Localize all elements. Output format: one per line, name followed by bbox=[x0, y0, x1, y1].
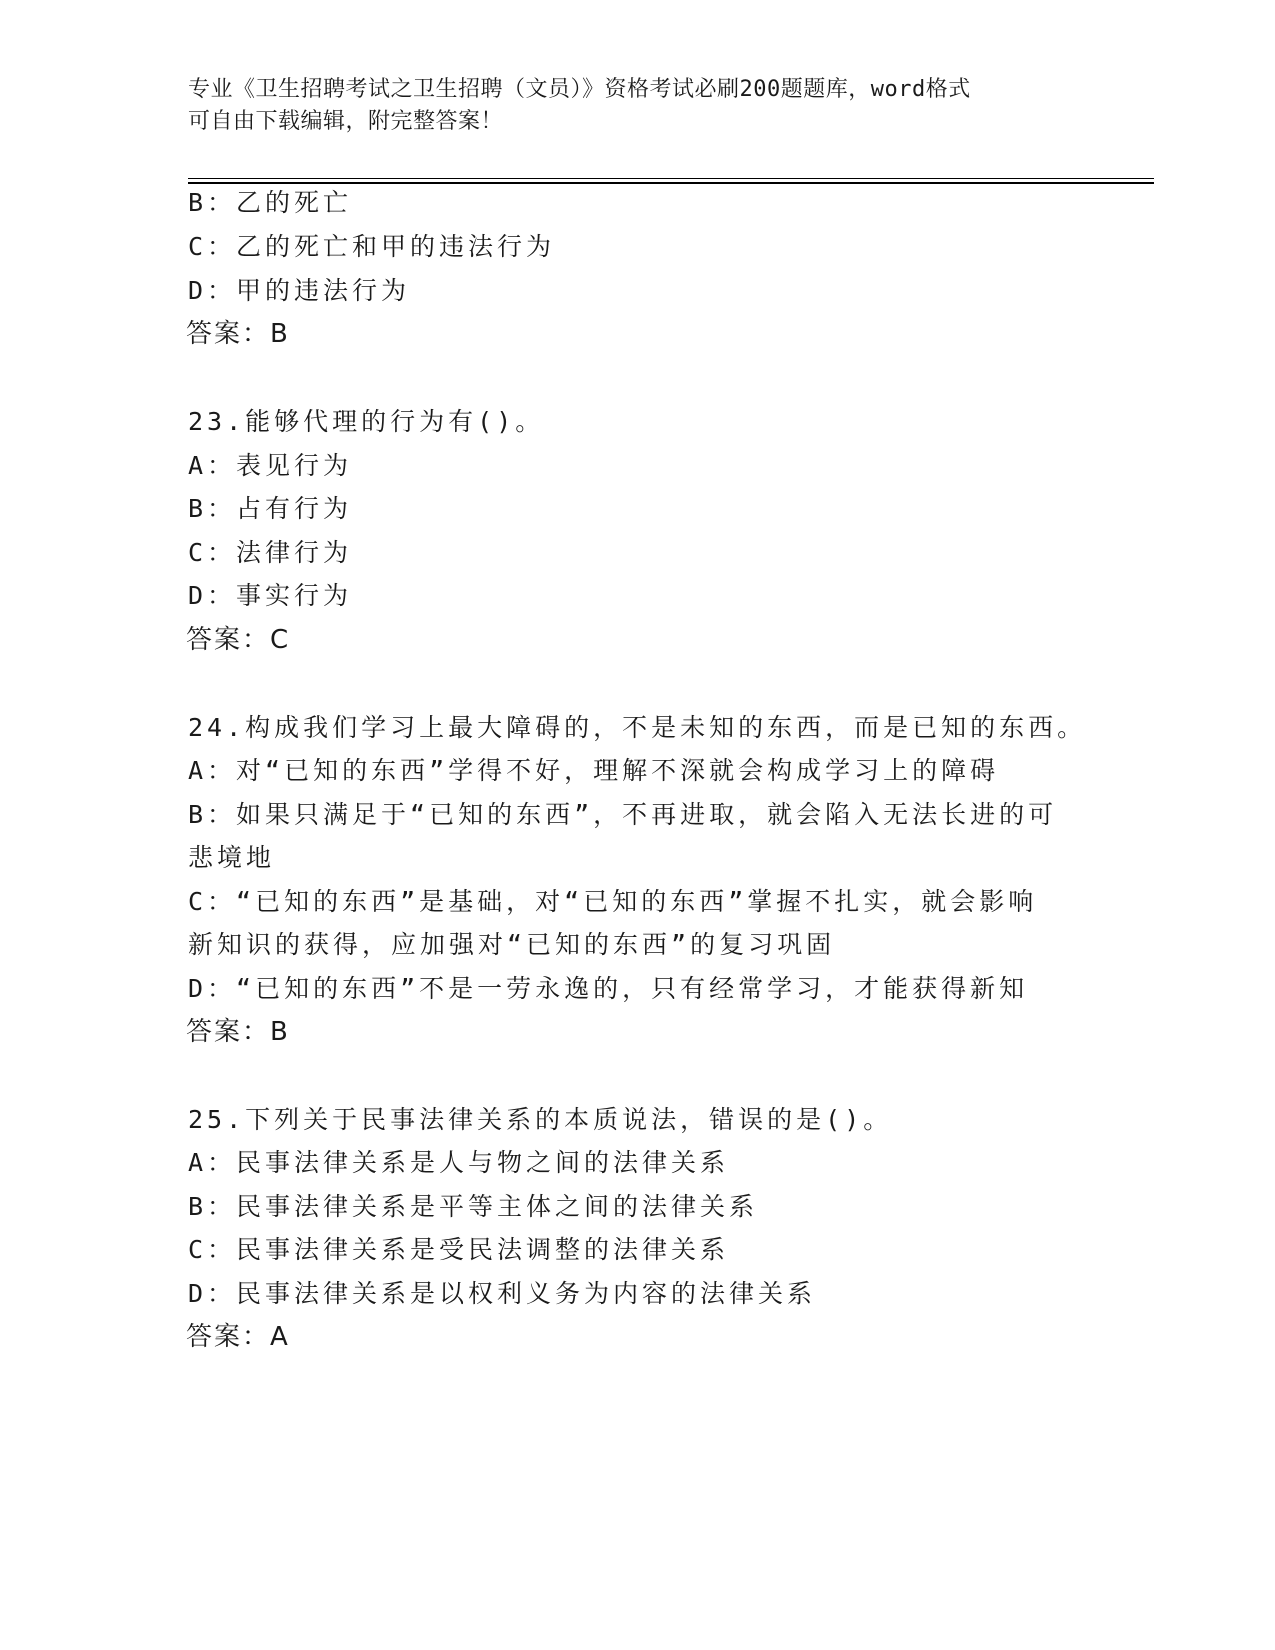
option-c: C：法律行为 bbox=[188, 538, 353, 567]
option-a: A：对“已知的东西”学得不好，理解不深就会构成学习上的障碍 bbox=[188, 756, 1000, 785]
answer: 答案：C bbox=[186, 625, 291, 655]
option-a: A：民事法律关系是人与物之间的法律关系 bbox=[188, 1148, 730, 1177]
answer: 答案：B bbox=[186, 319, 290, 349]
answer: 答案：A bbox=[186, 1322, 290, 1352]
option-c: C：乙的死亡和甲的违法行为 bbox=[188, 232, 556, 261]
document-header bbox=[188, 74, 1068, 138]
option-d: D：事实行为 bbox=[188, 581, 353, 610]
question-stem: 25.下列关于民事法律关系的本质说法，错误的是()。 bbox=[188, 1105, 893, 1134]
answer: 答案：B bbox=[186, 1017, 290, 1047]
option-d: D：民事法律关系是以权利义务为内容的法律关系 bbox=[188, 1279, 817, 1308]
header-line-1: 专业《卫生招聘考试之卫生招聘（文员）》资格考试必刷200题题库，word格式 bbox=[188, 77, 971, 102]
question-stem: 23.能够代理的行为有()。 bbox=[188, 407, 545, 436]
question-stem: 24.构成我们学习上最大障碍的，不是未知的东西，而是已知的东西。 bbox=[188, 713, 1087, 742]
option-d: D：甲的违法行为 bbox=[188, 276, 411, 305]
option-b: B：民事法律关系是平等主体之间的法律关系 bbox=[188, 1192, 759, 1221]
option-b: B：占有行为 bbox=[188, 494, 353, 523]
option-c: C：民事法律关系是受民法调整的法律关系 bbox=[188, 1235, 730, 1264]
header-divider-thin bbox=[188, 178, 1154, 179]
option-a: A：表见行为 bbox=[188, 451, 353, 480]
option-b-continued: 悲境地 bbox=[188, 843, 276, 872]
option-b: B：如果只满足于“已知的东西”，不再进取，就会陷入无法长进的可 bbox=[188, 800, 1058, 829]
option-c-continued: 新知识的获得，应加强对“已知的东西”的复习巩固 bbox=[188, 930, 836, 959]
header-divider-thick bbox=[188, 182, 1154, 184]
option-c: C：“已知的东西”是基础，对“已知的东西”掌握不扎实，就会影响 bbox=[188, 887, 1038, 916]
option-b: B：乙的死亡 bbox=[188, 188, 353, 217]
header-line-2: 可自由下载编辑，附完整答案！ bbox=[188, 109, 504, 134]
option-d: D：“已知的东西”不是一劳永逸的，只有经常学习，才能获得新知 bbox=[188, 974, 1029, 1003]
